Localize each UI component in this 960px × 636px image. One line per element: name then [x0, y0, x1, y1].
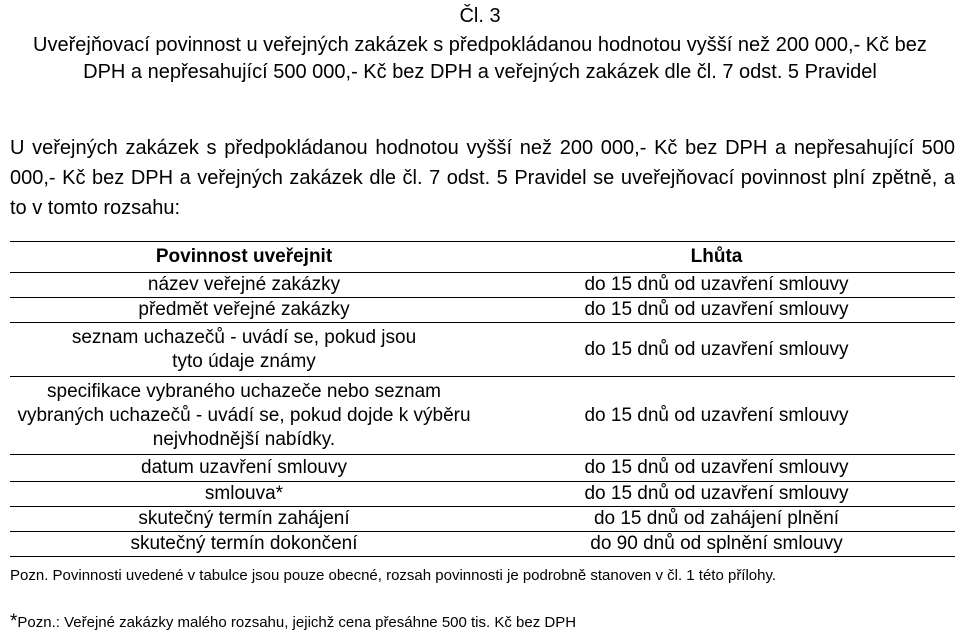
deadline-cell: do 15 dnů od uzavření smlouvy — [478, 323, 955, 377]
table-row — [10, 455, 955, 482]
deadline-cell: do 90 dnů od splnění smlouvy — [478, 532, 955, 557]
obligation-cell: předmět veřejné zakázky — [10, 298, 478, 323]
footnote-contract-text: Pozn.: Veřejné zakázky malého rozsahu, jejichž cena přesáhne 500 tis. Kč bez DPH — [17, 614, 577, 631]
footnote-contract — [10, 611, 955, 634]
obligation-cell: smlouva* — [10, 482, 478, 507]
obligation-cell: specifikace vybraného uchazeče nebo seznam vybraných uchazečů - uvádí se, pokud dojde k výběru nejvhodnější nabídky. — [10, 377, 478, 455]
obligations-table — [10, 241, 955, 557]
article-title: Uveřejňovací povinnost u veřejných zakázek s předpokládanou hodnotou vyšší než 200 000,- Kč bez DPH a nepřesahující 500 000,- Kč bez DPH a veřejných zakázek dle čl. 7 odst. 5 Pravidel — [33, 34, 927, 83]
obligation-cell: seznam uchazečů - uvádí se, pokud jsou tyto údaje známy — [10, 323, 478, 377]
intro-paragraph: U veřejných zakázek s předpokládanou hodnotou vyšší než 200 000,- Kč bez DPH a nepřesahující 500 000,- Kč bez DPH a veřejných zakázek dle čl. 7 odst. 5 Pravidel se uveřejňovací povinnost plní zpětně, a to v tomto rozsahu: — [10, 137, 955, 219]
deadline-cell: do 15 dnů od uzavření smlouvy — [478, 482, 955, 507]
deadline-cell: do 15 dnů od zahájení plnění — [478, 507, 955, 532]
footnote-general: Pozn. Povinnosti uvedené v tabulce jsou pouze obecné, rozsah povinnosti je podrobně stanoven v čl. 1 této přílohy. — [10, 567, 777, 584]
table-header-row — [10, 242, 955, 273]
table-row — [10, 298, 955, 323]
asterisk-marker: * — [10, 611, 18, 632]
table-row — [10, 377, 955, 455]
table-row — [10, 507, 955, 532]
table-row — [10, 482, 955, 507]
deadline-cell: do 15 dnů od uzavření smlouvy — [478, 377, 955, 455]
deadline-cell: do 15 dnů od uzavření smlouvy — [478, 455, 955, 482]
article-number: Čl. 3 — [459, 5, 501, 27]
deadline-cell: do 15 dnů od uzavření smlouvy — [478, 298, 955, 323]
header-deadline: Lhůta — [478, 242, 955, 273]
table-row — [10, 532, 955, 557]
obligation-cell: datum uzavření smlouvy — [10, 455, 478, 482]
deadline-cell: do 15 dnů od uzavření smlouvy — [478, 273, 955, 298]
obligation-cell: skutečný termín dokončení — [10, 532, 478, 557]
table-row — [10, 323, 955, 377]
obligation-cell: skutečný termín zahájení — [10, 507, 478, 532]
table-row — [10, 273, 955, 298]
header-obligation: Povinnost uveřejnit — [10, 242, 478, 273]
obligation-cell: název veřejné zakázky — [10, 273, 478, 298]
